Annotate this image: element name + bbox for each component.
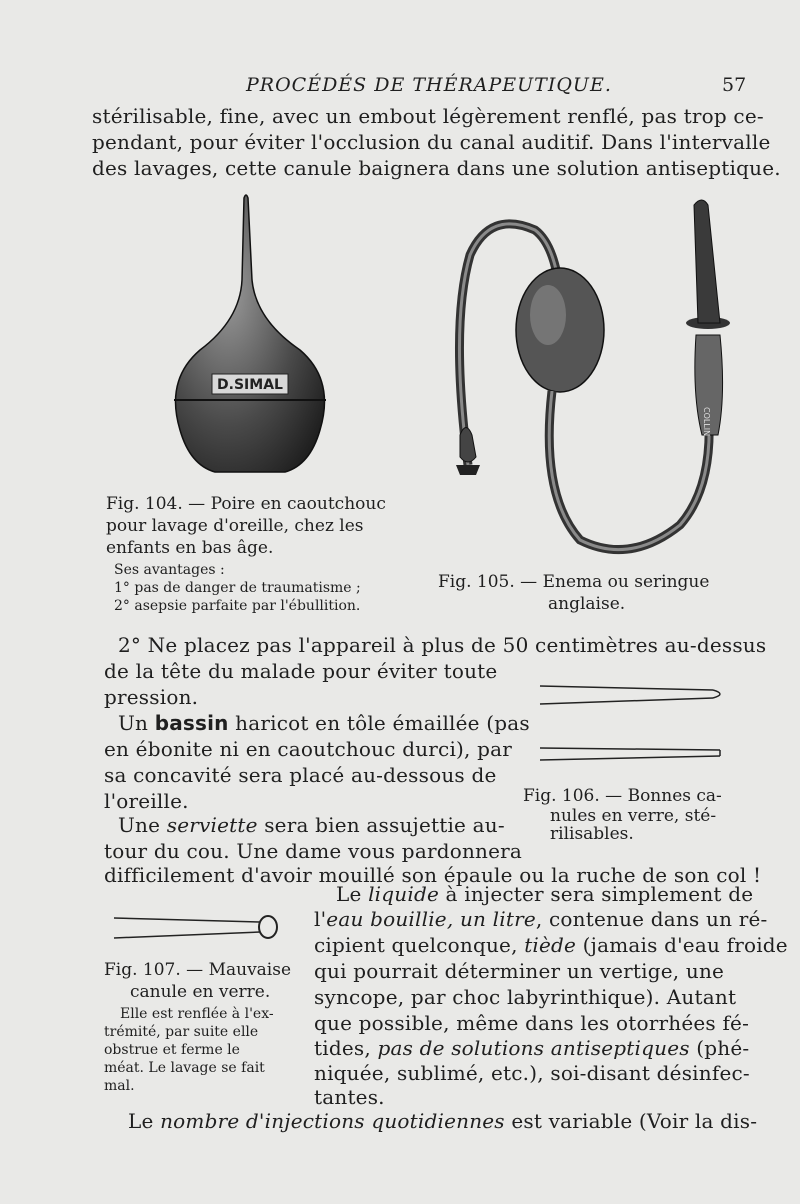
liquide-line-5: syncope, par choc labyrinthique). Autant — [314, 985, 737, 1009]
running-header: PROCÉDÉS DE THÉRAPEUTIQUE. — [246, 74, 612, 96]
fig106-caption-line-1: Fig. 106. — Bonnes ca- — [523, 786, 722, 806]
fig104-caption-line-1: Fig. 104. — Poire en caoutchouc — [106, 494, 386, 514]
liquide-line-9: tantes. — [314, 1085, 385, 1109]
bassin-line-1: Un bassin haricot en tôle émaillée (pas — [118, 711, 530, 735]
maker-stamp: COLLIN — [702, 407, 711, 437]
glass-cannulas-good-illustration — [535, 676, 735, 771]
liquide-line-8: niquée, sublimé, etc.), soi-disant désinfec- — [314, 1061, 750, 1085]
section2-line-2: de la tête du malade pour éviter toute — [104, 659, 498, 683]
liquide-line-7: tides, pas de solutions antiseptiques (phé- — [314, 1036, 750, 1060]
bulb-brand-label: D.SIMAL — [217, 377, 283, 393]
enema-syringe-illustration — [440, 195, 740, 555]
intro-line-1: stérilisable, fine, avec un embout légèrement renflé, pas trop ce- — [92, 104, 764, 128]
bassin-line-3: sa concavité sera placé au-dessous de — [104, 763, 497, 787]
fig105-caption-line-2: anglaise. — [548, 594, 626, 614]
fig107-caption-line-2: canule en verre. — [130, 982, 271, 1002]
intro-line-3: des lavages, cette canule baignera dans une solution antiseptique. — [92, 156, 781, 180]
liquide-line-6: que possible, même dans les otorrhées fé- — [314, 1011, 750, 1035]
bassin-line-2: en ébonite ni en caoutchouc durci), par — [104, 737, 513, 761]
fig107-note-5: mal. — [104, 1078, 135, 1094]
fig106-caption-line-3: rilisables. — [550, 824, 634, 844]
section2-line-3: pression. — [104, 685, 199, 709]
liquide-line-1: Le liquide à injecter sera simplement de — [336, 882, 754, 906]
liquide-line-2: l'eau bouillie, un litre, contenue dans un ré- — [314, 907, 768, 931]
fig104-caption-line-3: enfants en bas âge. — [106, 538, 274, 558]
fig107-caption-line-1: Fig. 107. — Mauvaise — [104, 960, 292, 980]
liquide-line-4: qui pourrait déterminer un vertige, une — [314, 959, 725, 983]
fig106-caption-line-2: nules en verre, sté- — [550, 806, 717, 826]
fig104-caption-line-2: pour lavage d'oreille, chez les — [106, 516, 364, 536]
ear-syringe-bulb-illustration — [160, 190, 340, 480]
fig104-note-3: 2° asepsie parfaite par l'ébullition. — [114, 598, 361, 614]
page-number: 57 — [722, 74, 747, 96]
fig104-note-2: 1° pas de danger de traumatisme ; — [114, 580, 361, 596]
serviette-line-1: Une serviette sera bien assujettie au- — [118, 813, 505, 837]
fig107-note-2: trémité, par suite elle — [104, 1024, 259, 1040]
section2-line-1: 2° Ne placez pas l'appareil à plus de 50 centimètres au-dessus — [118, 633, 767, 657]
fig104-note-1: Ses avantages : — [114, 562, 225, 578]
intro-line-2: pendant, pour éviter l'occlusion du canal auditif. Dans l'intervalle — [92, 130, 771, 154]
final-line: Le nombre d'injections quotidiennes est variable (Voir la dis- — [128, 1109, 758, 1133]
fig107-note-4: méat. Le lavage se fait — [104, 1060, 265, 1076]
fig107-note-3: obstrue et ferme le — [104, 1042, 240, 1058]
fig107-note-1: Elle est renflée à l'ex- — [120, 1006, 274, 1022]
fig105-caption-line-1: Fig. 105. — Enema ou seringue — [438, 572, 710, 592]
serviette-line-3: difficilement d'avoir mouillé son épaule ou la ruche de son col ! — [104, 863, 762, 887]
glass-cannula-bad-illustration — [110, 908, 285, 948]
bassin-line-4: l'oreille. — [104, 789, 189, 813]
liquide-line-3: cipient quelconque, tiède (jamais d'eau froide — [314, 933, 788, 957]
serviette-line-2: tour du cou. Une dame vous pardonnera — [104, 839, 523, 863]
